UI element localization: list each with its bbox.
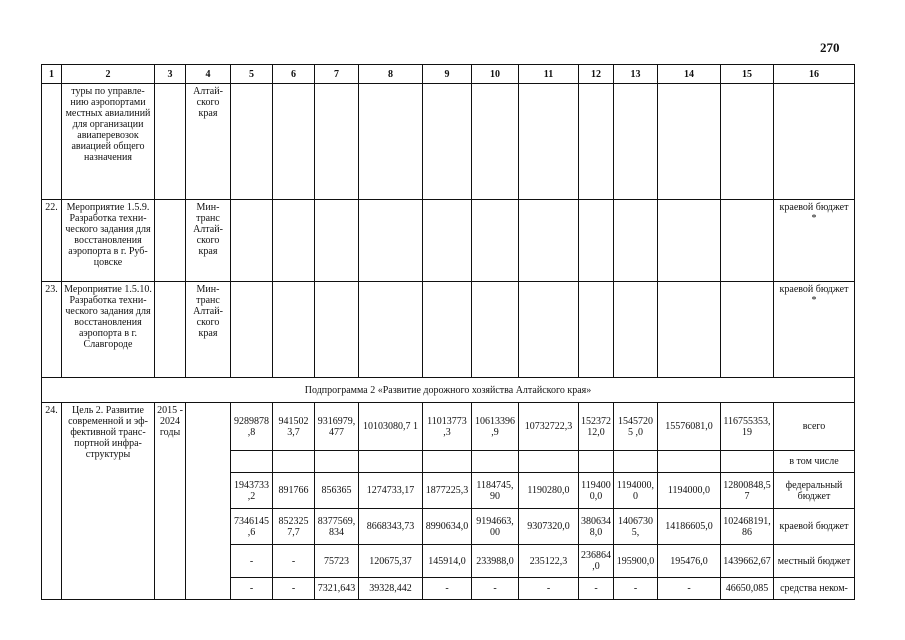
amount-cell: 9316979,477 (315, 403, 359, 451)
amount-cell: 119400 0,0 (579, 473, 614, 509)
column-header: 11 (519, 65, 579, 84)
amount-cell: 8377569,834 (315, 509, 359, 545)
funding-source: федеральный бюджет (774, 473, 855, 509)
funding-source: в том числе (774, 451, 855, 473)
column-header: 15 (721, 65, 774, 84)
amount-cell: 1190280,0 (519, 473, 579, 509)
measure-description: Мероприятие 1.5.10. Разработка техни-ческого задания для восстановления аэропорта в г. Славгороде (62, 282, 155, 378)
amount-cell: 9289878,8 (231, 403, 273, 451)
executor: Алтай-ского края (186, 84, 231, 200)
amount-cell (231, 451, 273, 473)
amount-cell: 891766 (273, 473, 315, 509)
amount-cell: 233988,0 (472, 545, 519, 578)
amount-cell: 102468191,86 (721, 509, 774, 545)
amount-cell (359, 451, 423, 473)
amount-cell: 46650,085 (721, 578, 774, 600)
column-header: 12 (579, 65, 614, 84)
amount-cell: 195900,0 (614, 545, 658, 578)
column-header: 7 (315, 65, 359, 84)
measure-description: туры по управле-нию аэропортами местных авиалиний для организации авиаперевозок авиацией общего назначения (62, 84, 155, 200)
amount-cell: 1194000,0 (658, 473, 721, 509)
amount-cell: 9307320,0 (519, 509, 579, 545)
amount-cell: 145914,0 (423, 545, 472, 578)
column-header: 9 (423, 65, 472, 84)
row-number: 23. (42, 282, 62, 378)
amount-cell: 380634 8,0 (579, 509, 614, 545)
amount-cell: - (423, 578, 472, 600)
amount-cell (658, 451, 721, 473)
column-header: 1 (42, 65, 62, 84)
column-header: 5 (231, 65, 273, 84)
column-header: 16 (774, 65, 855, 84)
amount-cell: 1194000,0 (614, 473, 658, 509)
funding-source: краевой бюджет * (774, 200, 855, 282)
subprogram-row (42, 378, 855, 403)
amount-cell: 1439662,67 (721, 545, 774, 578)
goal-row-group (42, 403, 855, 600)
amount-cell: 152372 12,0 (579, 403, 614, 451)
funding-source: краевой бюджет * (774, 282, 855, 378)
table-row (42, 282, 855, 378)
amount-cell: 1943733,2 (231, 473, 273, 509)
budget-table (41, 64, 855, 600)
column-header: 6 (273, 65, 315, 84)
column-header: 13 (614, 65, 658, 84)
amount-cell: - (273, 545, 315, 578)
amount-cell (423, 451, 472, 473)
column-header: 10 (472, 65, 519, 84)
table-row (42, 403, 855, 451)
executor: Мин-транс Алтай-ского края (186, 200, 231, 282)
column-header: 8 (359, 65, 423, 84)
table-row (42, 200, 855, 282)
executor: Мин-транс Алтай-ского края (186, 282, 231, 378)
amount-cell: 15457205 ,0 (614, 403, 658, 451)
amount-cell: 10103080,7 1 (359, 403, 423, 451)
amount-cell: 235122,3 (519, 545, 579, 578)
page-number: 270 (820, 40, 840, 55)
amount-cell: 852325 7,7 (273, 509, 315, 545)
amount-cell: 12800848,5 7 (721, 473, 774, 509)
amount-cell: 7321,643 (315, 578, 359, 600)
amount-cell: 195476,0 (658, 545, 721, 578)
funding-source: краевой бюджет (774, 509, 855, 545)
period: 2015 - 2024 годы (155, 403, 186, 600)
amount-cell: 1877225,3 (423, 473, 472, 509)
column-header: 4 (186, 65, 231, 84)
amount-cell (519, 451, 579, 473)
amount-cell: - (614, 578, 658, 600)
amount-cell: - (472, 578, 519, 600)
table-row (42, 84, 855, 200)
amount-cell (315, 451, 359, 473)
measure-description: Мероприятие 1.5.9. Разработка техни-ческого задания для восстановления аэропорта в г. Руб-цовске (62, 200, 155, 282)
amount-cell: 856365 (315, 473, 359, 509)
goal-description: Цель 2. Развитие современной и эф-фективной транс-портной инфра-структуры (62, 403, 155, 600)
column-header: 14 (658, 65, 721, 84)
amount-cell: 236864,0 (579, 545, 614, 578)
amount-cell (273, 451, 315, 473)
amount-cell: 941502 3,7 (273, 403, 315, 451)
amount-cell: 9194663,00 (472, 509, 519, 545)
amount-cell (579, 451, 614, 473)
amount-cell: - (519, 578, 579, 600)
amount-cell: - (273, 578, 315, 600)
amount-cell: 14186605,0 (658, 509, 721, 545)
amount-cell (614, 451, 658, 473)
amount-cell: 116755353,19 (721, 403, 774, 451)
column-header: 2 (62, 65, 155, 84)
amount-cell: 10613396 ,9 (472, 403, 519, 451)
row-number: 24. (42, 403, 62, 600)
amount-cell (472, 451, 519, 473)
column-header: 3 (155, 65, 186, 84)
funding-source: всего (774, 403, 855, 451)
funding-source: средства неком- (774, 578, 855, 600)
amount-cell: 120675,37 (359, 545, 423, 578)
amount-cell: 15576081,0 (658, 403, 721, 451)
subprogram-title: Подпрограмма 2 «Развитие дорожного хозяйства Алтайского края» (42, 378, 855, 403)
amount-cell: - (658, 578, 721, 600)
amount-cell: - (231, 578, 273, 600)
amount-cell: 1274733,17 (359, 473, 423, 509)
amount-cell: 75723 (315, 545, 359, 578)
amount-cell: 14067305, (614, 509, 658, 545)
executor (186, 403, 231, 600)
amount-cell (721, 451, 774, 473)
amount-cell: - (231, 545, 273, 578)
amount-cell: - (579, 578, 614, 600)
amount-cell: 8990634,0 (423, 509, 472, 545)
amount-cell: 39328,442 (359, 578, 423, 600)
header-row (42, 65, 855, 84)
amount-cell: 10732722,3 (519, 403, 579, 451)
amount-cell: 8668343,73 (359, 509, 423, 545)
amount-cell: 11013773 ,3 (423, 403, 472, 451)
funding-source: местный бюджет (774, 545, 855, 578)
amount-cell: 1184745,90 (472, 473, 519, 509)
row-number: 22. (42, 200, 62, 282)
amount-cell: 7346145,6 (231, 509, 273, 545)
